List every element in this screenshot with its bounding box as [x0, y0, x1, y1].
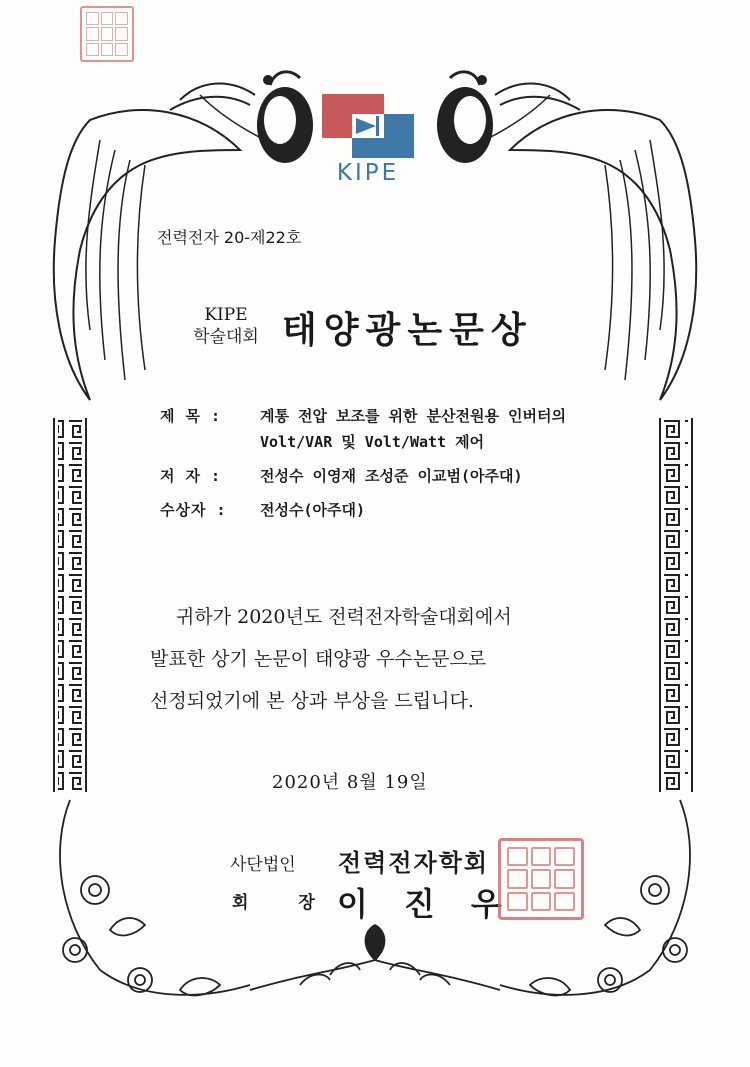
field-title-row: [160, 403, 600, 455]
document-number: 전력전자 20-제22호: [157, 228, 302, 247]
organization-name: 전력전자학회: [338, 849, 490, 877]
organization-prefix: 사단법인: [230, 855, 296, 875]
logo-text: KIPE: [336, 160, 400, 186]
title-subtitle: [176, 304, 276, 348]
president-name: 이진우: [337, 885, 538, 923]
title-subtitle-line2: 학술대회: [193, 327, 259, 347]
floral-bottom-center-ornament: [250, 925, 500, 990]
greek-key-border-right: [664, 420, 688, 790]
red-seal-stamp-top: [80, 6, 134, 62]
field-recipient-value: 전성수(아주대): [260, 501, 366, 519]
greek-key-border-left: [58, 420, 82, 790]
award-title: 태양광논문상: [282, 310, 533, 351]
citation-line-1: 귀하가 2020년도 전력전자학술대회에서: [176, 606, 512, 628]
floral-corner-ornament-left: [60, 800, 250, 995]
field-recipient-label: 수상자 :: [160, 501, 227, 519]
award-date: 2020년 8월 19일: [272, 772, 428, 793]
title-subtitle-line1: KIPE: [204, 305, 248, 325]
field-title-value: 계통 전압 보조를 위한 분산전원용 인버터의 Volt/VAR 및 Volt/Watt 제어: [260, 407, 566, 451]
citation-line-2: 발표한 상기 논문이 태양광 우수논문으로: [150, 648, 487, 670]
field-authors-row: [160, 463, 600, 489]
field-recipient-row: [160, 497, 600, 523]
citation-text: [150, 596, 610, 722]
field-authors-value: 전성수 이영재 조성준 이교범(아주대): [260, 467, 523, 485]
field-title-label: 제 목 :: [160, 407, 222, 425]
award-details: [160, 403, 600, 531]
president-title: 회 장: [232, 893, 337, 913]
citation-line-3: 선정되었기에 본 상과 부상을 드립니다.: [150, 690, 474, 712]
field-authors-label: 저 자 :: [160, 467, 222, 485]
red-seal-stamp-bottom: [498, 838, 584, 920]
